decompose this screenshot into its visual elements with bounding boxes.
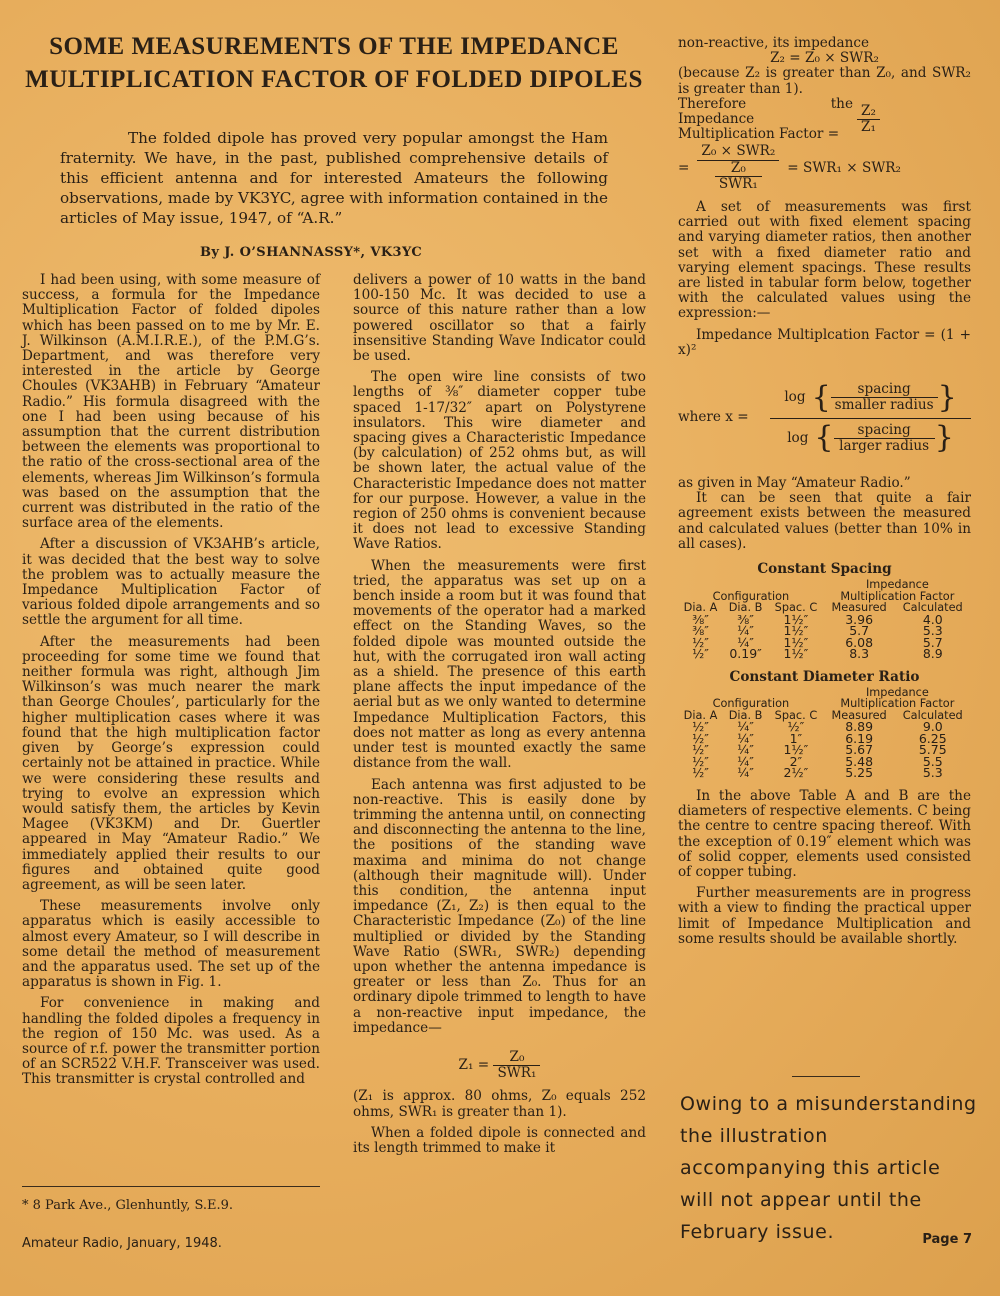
table-cell: ¼″ [737, 742, 754, 758]
column-2 [353, 273, 646, 1162]
where-label: where x = [678, 409, 749, 426]
table-cell: ¼″ [737, 719, 754, 735]
table-cell: 8.3 [849, 646, 870, 662]
mult-factor-header: Multiplication Factor [840, 589, 955, 603]
table-title: Constant Diameter Ratio [729, 668, 920, 685]
equation-z1 [353, 1050, 646, 1081]
x-denominator [770, 419, 971, 454]
paragraph: Impedance Multiplcation Factor = (1 + x)² [678, 326, 971, 358]
smaller-radius-label: smaller radius [834, 397, 934, 414]
eq-numerator: Z₀ [493, 1050, 540, 1066]
paragraph: After the measurements had been proceeding for some time we found that neither formula was right, although Jim Wilkinson’s was much nearer the mark than George Choules’, particularly for the higher multiplication cases where it was found that the high multiplication factor given by George’s expression could certainly not be attained in practice. While we were considering these results and trying to evolve an expression which would satisfy them, the articles by Kevin Magee (VK3KM) and Dr. Guertler appeared in May “Amateur Radio.” We immediately applied their results to our figures and obtained quite good agreement, as will be seen later. [22, 633, 320, 893]
table-cell: 6.25 [918, 730, 947, 746]
table-cell: 2″ [789, 753, 803, 769]
table-title: Constant Spacing [757, 561, 892, 578]
table-cell: ½″ [692, 719, 709, 735]
eq-lhs: Z₁ = [458, 1057, 490, 1074]
table-cell: 5.3 [922, 765, 943, 781]
paragraph: Each antenna was first adjusted to be non-reactive. This is easily done by trimming the antenna until, on connecting and disconnecting the antenna to the line, the positions of the standing wave maxima and minima do not change (although their magnitude will). Under this condition, the antenna input impedance (Z₁, Z₂) is then equal to the Characteristic Impedance (Z₀) of the line multiplied or divided by the Standing Wave Ratio (SWR₁, SWR₂) depending upon whether the antenna impedance is greater or less than Z₀. Thus for an ordinary dipole trimmed to length to have a non-reactive input impedance, the impedance— [353, 776, 646, 1036]
spacing-label: spacing [831, 382, 938, 398]
eq3-inner-denominator: SWR₁ [718, 175, 758, 192]
paragraph: For convenience in making and handling the folded dipoles a frequency in the region of 150 Mc. was used. As a source of r.f. power the transmitter portion of an SCR522 V.H.F. Transceiver was used. This transmitter is crystal controlled and [22, 995, 320, 1088]
paragraph: A set of measurements was first carried out with fixed element spacing and varying diameter ratios, then another set with a fixed diameter ratio and varying element spacings. These results are listed in tabular form below, together with the calculated values using the expression:— [678, 199, 971, 322]
measured-header: Measured [831, 601, 887, 615]
measured-header: Measured [831, 708, 887, 722]
brace-right: } [937, 379, 957, 415]
table-cell: 8.89 [845, 719, 874, 735]
table-cell: 1½″ [783, 634, 809, 650]
table-cell: ½″ [692, 742, 709, 758]
table-cell: 5.7 [922, 634, 943, 650]
eq3-inner-numerator: Z₀ [715, 161, 762, 177]
spac-c-header: Spac. C [774, 601, 818, 615]
imf-line [678, 97, 971, 143]
table-cell: 1″ [789, 730, 803, 746]
imf-numerator: Z₂ [857, 104, 880, 120]
table-cell: 1½″ [783, 611, 809, 627]
imf-denominator: Z₁ [861, 119, 876, 136]
impedance-header: Impedance [865, 685, 929, 699]
table-cell: 2½″ [783, 765, 809, 781]
mult-factor-header: Multiplication Factor [840, 697, 955, 711]
table-cell: ⅜″ [692, 611, 709, 627]
article-title: SOME MEASUREMENTS OF THE IMPEDANCE MULTIPLICATION FACTOR OF FOLDED DIPOLES [25, 33, 643, 93]
table-cell: 5.67 [845, 742, 874, 758]
log-label: log [784, 389, 806, 406]
paragraph: When the measurements were first tried, the apparatus was set up on a bench inside a room but it was found that movements of the operator had a marked effect on the Standing Waves, so the folded dipole was mounted outside the hut, with the corrugated iron wall acting as a shield. The presence of this earth plane affects the input impedance of the aerial but as we only wanted to determine Impedance Multiplication Factors, this does not matter as long as every antenna under test is mounted exactly the same distance from the wall. [353, 557, 646, 772]
table-cell: ½″ [692, 646, 709, 662]
spacing-larger-fraction [834, 423, 935, 454]
brace-left: { [811, 379, 831, 415]
configuration-header: Configuration [712, 589, 790, 603]
table-cell: 5.7 [849, 623, 870, 639]
paragraph: I had been using, with some measure of success, a formula for the Impedance Multiplication Factor of folded dipoles which has been passed on to me by Mr. E. J. Wilkinson (A.M.I.R.E.), of the P.M.G’s. Department, and was therefore very interested in the article by George Choules (VK3AHB) in February “Amateur Radio.” His formula disagreed with the one I had been using because of his assumption that the current distribution between the elements was proportional to the ratio of the cross-sectional area of the elements, whereas Jim Wilkinson’s formula was based on the assumption that the current was distributed in the ratio of the surface area of the elements. [22, 272, 320, 532]
paragraph: It can be seen that quite a fair agreement exists between the measured and calculated values (better than 10% in all cases). [678, 490, 971, 552]
table-cell: ¼″ [737, 753, 754, 769]
eq-fraction [493, 1050, 540, 1081]
brace-left: { [814, 420, 834, 456]
equation-z2: Z₂ = Z₀ × SWR₂ [770, 50, 879, 67]
eq3-numerator: Z₀ × SWR₂ [697, 144, 779, 160]
table-cell: 0.19″ [729, 646, 762, 662]
dia-b-header: Dia. B [728, 708, 763, 722]
column-3 [678, 36, 971, 953]
table-cell: ¼″ [737, 730, 754, 746]
eq-denominator: SWR₁ [497, 1065, 537, 1082]
configuration-header: Configuration [712, 697, 790, 711]
paragraph: The open wire line consists of two lengths of ⅜″ diameter copper tube spaced 1-17/32″ apart on Polystyrene insulators. This wire diameter and spacing gives a Characteristic Impedance (by calculation) of 252 ohms but, as will be shown later, the actual value of the Characteristic Impedance does not matter for our purpose. However, a value in the region of 250 ohms is convenient because it does not lead to excessive Standing Wave Ratios. [353, 369, 646, 553]
eq-equals: = [678, 159, 690, 176]
table-cell: 5.5 [922, 753, 943, 769]
table-cell: ½″ [692, 634, 709, 650]
table-cell: ¼″ [737, 634, 754, 650]
paragraph: non-reactive, its impedance [678, 35, 870, 51]
log-label: log [787, 429, 809, 446]
table-cell: 5.3 [922, 623, 943, 639]
dia-a-header: Dia. A [683, 708, 718, 722]
dia-b-header: Dia. B [728, 601, 763, 615]
table-cell: ⅜″ [737, 611, 754, 627]
table-cell: ¼″ [737, 765, 754, 781]
notice-divider [792, 1076, 860, 1077]
imf-fraction [857, 104, 880, 135]
paragraph: When a folded dipole is connected and its length trimmed to make it [353, 1124, 646, 1156]
calculated-header: Calculated [902, 708, 963, 722]
paragraph: Further measurements are in progress with a view to finding the practical upper limit of Impedance Multiplication and some results should be available shortly. [678, 885, 971, 947]
constant-spacing-table [678, 579, 971, 660]
table-cell: 5.25 [845, 765, 874, 781]
eq3-denominator [697, 161, 779, 192]
notice-box: Owing to a misunderstanding the illustration accompanying this article will not appear until the February issue. [680, 1093, 977, 1243]
table-cell: 6.19 [845, 730, 874, 746]
table-row [678, 648, 971, 660]
table-cell: ⅜″ [692, 623, 709, 639]
x-numerator [770, 379, 971, 418]
constant-diameter-ratio-table [678, 687, 971, 779]
eq3-rhs: = SWR₁ × SWR₂ [787, 159, 901, 176]
table-row [678, 767, 971, 779]
dia-a-header: Dia. A [683, 601, 718, 615]
table-cell: 5.75 [918, 742, 947, 758]
impedance-header: Impedance [865, 578, 929, 592]
calculated-header: Calculated [902, 601, 963, 615]
column-1 [22, 273, 320, 1094]
footnote: * 8 Park Ave., Glenhuntly, S.E.9. [22, 1198, 234, 1213]
imf-label: Therefore the Impedance Multiplication Factor = [678, 95, 853, 143]
brace-right: } [934, 420, 954, 456]
table-cell: 8.9 [922, 646, 943, 662]
paragraph: After a discussion of VK3AHB’s article, it was decided that the best way to solve the problem was to actually measure the Impedance Multiplication Factor of various folded dipole arrangements and so settle the argument for all time. [22, 536, 320, 629]
table-cell: ½″ [787, 719, 805, 735]
table-cell: 6.08 [845, 634, 874, 650]
table-cell: ½″ [692, 730, 709, 746]
equation-swr [678, 144, 971, 192]
table-cell: ½″ [692, 753, 709, 769]
paragraph: (because Z₂ is greater than Z₀, and SWR₂ is greater than 1). [678, 65, 971, 97]
page-number: Page 7 [922, 1232, 972, 1247]
paragraph: as given in May “Amateur Radio.” [678, 475, 911, 492]
article-intro: The folded dipole has proved very popular amongst the Ham fraternity. We have, in the past, published comprehensive details of this efficient antenna and for interested Amateurs the following observations, made by VK3YC, agree with information contained in the articles of May issue, 1947, of “A.R.” [60, 129, 608, 227]
x-expression [678, 360, 971, 476]
spacing-label: spacing [834, 423, 935, 439]
larger-radius-label: larger radius [839, 437, 930, 454]
paragraph: In the above Table A and B are the diameters of respective elements. C being the centre to centre spacing thereof. With the exception of 0.19″ element which was of solid copper, elements used consisted of copper tubing. [678, 787, 971, 880]
footnote-divider [22, 1186, 320, 1187]
table-cell: 1½″ [783, 646, 809, 662]
spacing-smaller-fraction [831, 382, 938, 413]
table-cell: 1½″ [783, 623, 809, 639]
x-fraction [770, 379, 971, 456]
paragraph: These measurements involve only apparatus which is easily accessible to almost every Amateur, so I will describe in some detail the method of measurement and the apparatus used. The set up of the apparatus is shown in Fig. 1. [22, 898, 320, 991]
eq3-fraction [697, 144, 779, 192]
table-cell: ½″ [692, 765, 709, 781]
table-cell: 3.96 [845, 611, 874, 627]
paragraph: delivers a power of 10 watts in the band 100-150 Mc. It was decided to use a source of this nature rather than a low powered oscillator so that a fairly insensitive Standing Wave Indicator could be used. [353, 272, 646, 365]
table-cell: 9.0 [922, 719, 943, 735]
footer-issue: Amateur Radio, January, 1948. [22, 1236, 222, 1251]
eq3-inner-fraction [715, 161, 762, 192]
table-cell: ¼″ [737, 623, 754, 639]
byline: By J. O’SHANNASSY*, VK3YC [200, 245, 423, 260]
paragraph: (Z₁ is approx. 80 ohms, Z₀ equals 252 ohms, SWR₁ is greater than 1). [353, 1088, 646, 1120]
spac-c-header: Spac. C [774, 708, 818, 722]
table-cell: 1½″ [783, 742, 809, 758]
table-cell: 5.48 [845, 753, 874, 769]
table-cell: 4.0 [922, 611, 943, 627]
